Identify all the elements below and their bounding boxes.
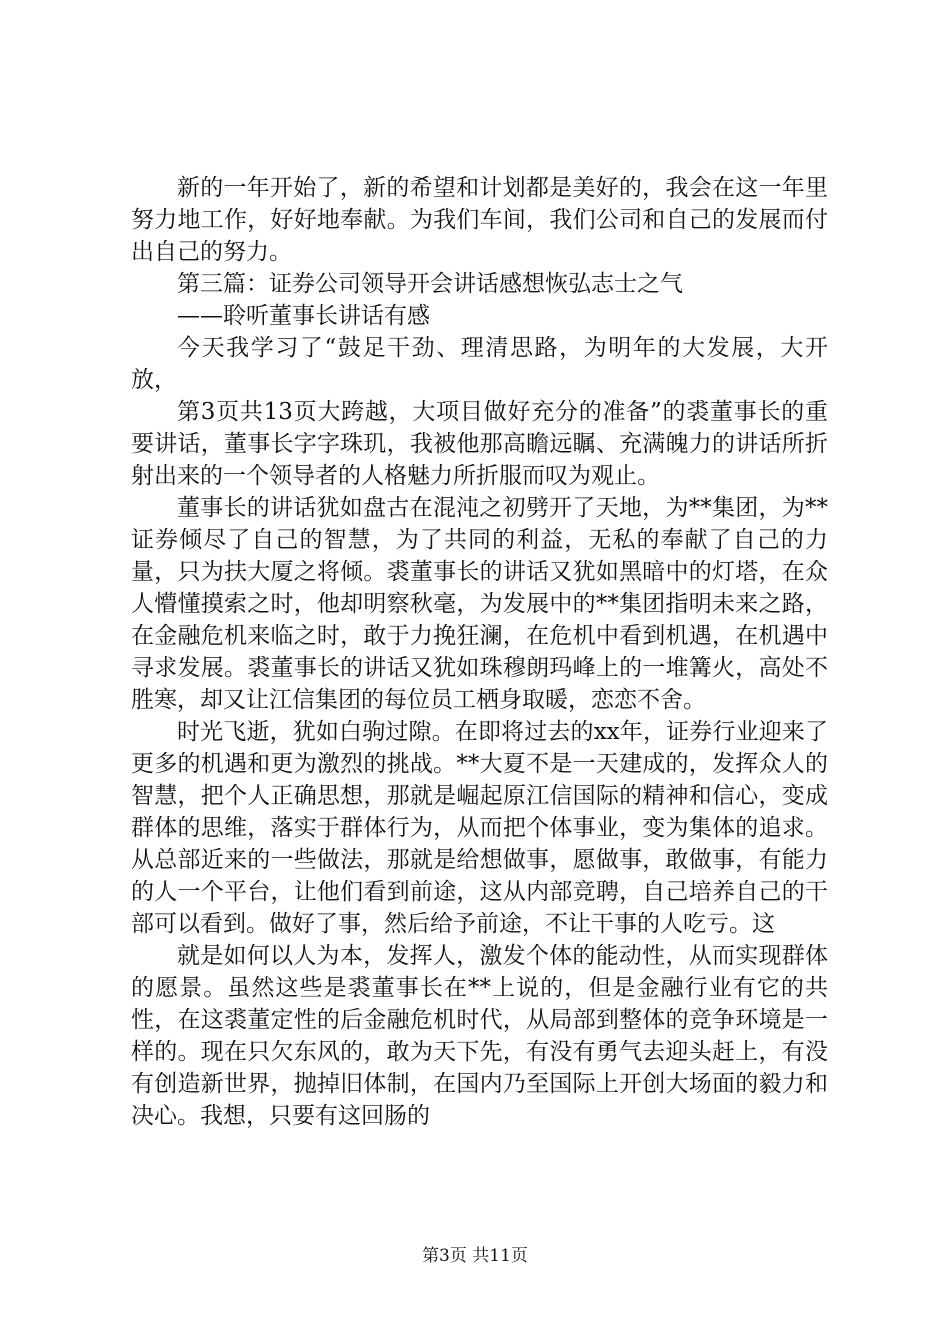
paragraph-chairman-speech: 董事长的讲话犹如盘古在混沌之初劈开了天地，为**集团，为**证券倾尽了自己的智慧，为了共同的利益，无私的奉献了自己的力量，只为扶大厦之将倾。裘董事长的讲话又犹如黑暗中的灯塔，在众人懵懂摸索之时，他却明察秋毫，为发展中的**集团指明未来之路，在金融危机来临之时，敢于力挽狂澜，在危机中看到机遇，在机遇中寻求发展。裘董事长的讲话又犹如珠穆朗玛峰上的一堆篝火，高处不胜寒，却又让江信集团的每位员工栖身取暖，恋恋不舍。	[131, 495, 828, 713]
paragraph-today-study: 今天我学习了“鼓足干劲、理清思路，为明年的大发展，大开放，	[131, 335, 828, 393]
section-title: 第三篇：证券公司领导开会讲话感想恢弘志士之气	[177, 271, 683, 297]
paragraph-people-oriented: 就是如何以人为本，发挥人，激发个体的能动性，从而实现群体的愿景。虽然这些是裘董事长在**上说的，但是金融行业有它的共性，在这裘董定性的后金融危机时代，从局部到整体的竞争环境是一样的。现在只欠东风的，敢为天下先，有没有勇气去迎头赶上，有没有创造新世界，抛掉旧体制，在国内乃至国际上开创大场面的毅力和决心。我想，只要有这回肠的	[131, 943, 828, 1129]
section-subtitle: ——聆听董事长讲话有感	[177, 303, 430, 329]
document-body	[131, 172, 828, 1132]
paragraph-time-flies: 时光飞逝，犹如白驹过隙。在即将过去的xx年，证券行业迎来了更多的机遇和更为激烈的挑战。**大夏不是一天建成的，发挥众人的智慧，把个人正确思想，那就是崛起原江信国际的精神和信心，变成群体的思维，落实于群体行为，从而把个体事业，变为集体的追求。从总部近来的一些做法，那就是给想做事，愿做事，敢做事，有能力的人一个平台，让他们看到前途，这从内部竞聘，自己培养自己的干部可以看到。做好了事，然后给予前途，不让干事的人吃亏。这	[131, 719, 828, 937]
paragraph-new-year: 新的一年开始了，新的希望和计划都是美好的，我会在这一年里努力地工作，好好地奉献。为我们车间，我们公司和自己的发展而付出自己的努力。	[131, 175, 828, 265]
page-footer: 第3页 共11页	[422, 1246, 528, 1266]
paragraph-page-break-continuation: 第3页共13页大跨越，大项目做好充分的准备”的裘董事长的重要讲话，董事长字字珠玑，我被他那高瞻远瞩、充满魄力的讲话所折射出来的一个领导者的人格魅力所折服而叹为观止。	[131, 399, 828, 489]
